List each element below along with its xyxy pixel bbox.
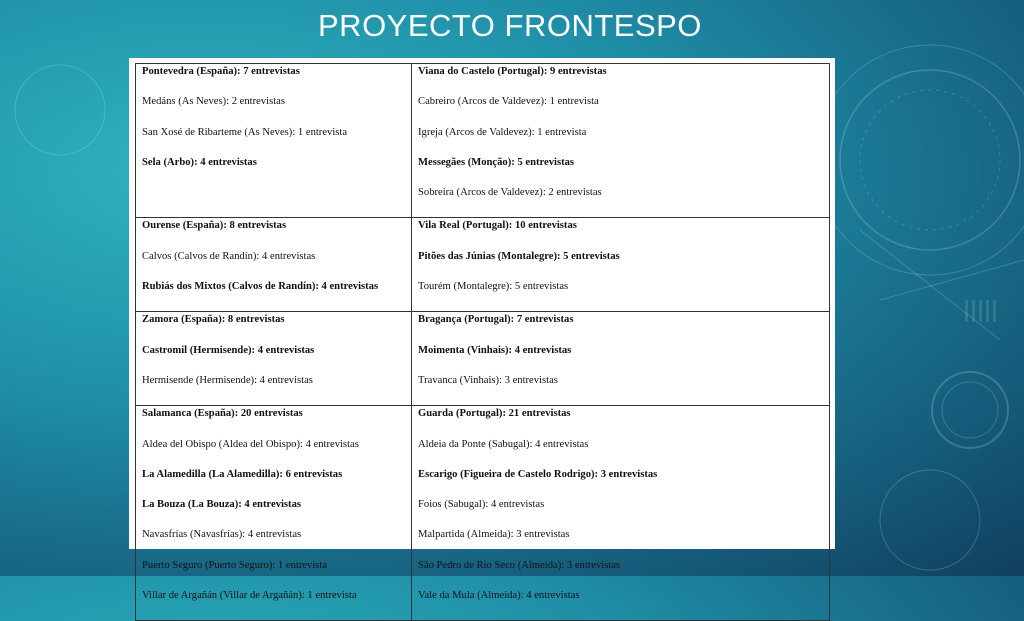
interview-table [135,63,830,621]
locality-entry: Foios (Sabugal): 4 entrevistas [418,499,545,511]
table-cell-right [412,312,830,406]
locality-entry: Sobreira (Arcos de Valdevez): 2 entrevistas [418,187,602,199]
locality-entry: Puerto Seguro (Puerto Seguro): 1 entrevista [142,559,328,571]
page-title: PROYECTO FRONTESPO [318,8,702,43]
region-heading: Messegães (Monção): 5 entrevistas [418,156,575,168]
locality-entry: Igreja (Arcos de Valdevez): 1 entrevista [418,126,587,138]
table-cell-left [136,218,412,312]
region-heading: Sela (Arbo): 4 entrevistas [142,156,257,168]
table-cell-right [412,406,830,621]
locality-entry: Calvos (Calvos de Randín): 4 entrevistas [142,250,316,262]
locality-entry: Medáns (As Neves): 2 entrevistas [142,96,285,108]
table-row [136,218,830,312]
document-image [129,58,835,602]
table-row [136,406,830,621]
region-heading: Viana do Castelo (Portugal): 9 entrevistas [418,66,607,77]
locality-entry: Navasfrías (Navasfrías): 4 entrevistas [142,529,302,541]
locality-entry: Hermisende (Hermisende): 4 entrevistas [142,374,313,386]
locality-entry: Vale da Mula (Almeida): 4 entrevistas [418,590,580,602]
table-cell-right [412,218,830,312]
locality-entry: Tourém (Montalegre): 5 entrevistas [418,281,569,293]
region-heading: Guarda (Portugal): 21 entrevistas [418,408,571,420]
table-cell-left [136,64,412,218]
region-heading: Salamanca (España): 20 entrevistas [142,408,303,420]
locality-entry: Aldeia da Ponte (Sabugal): 4 entrevistas [418,438,589,450]
region-heading: Pitões das Júnias (Montalegre): 5 entrevistas [418,250,620,262]
table-row [136,64,830,218]
locality-entry: São Pedro de Rio Seco (Almeida): 3 entrevistas [418,559,621,571]
region-heading: La Bouza (La Bouza): 4 entrevistas [142,499,301,511]
region-heading: Ourense (España): 8 entrevistas [142,220,287,232]
table-cell-right [412,64,830,218]
region-heading: Pontevedra (España): 7 entrevistas [142,66,300,77]
region-heading: Vila Real (Portugal): 10 entrevistas [418,220,577,232]
region-heading: Escarigo (Figueira de Castelo Rodrigo): 3 entrevistas [418,468,658,480]
locality-entry: Aldea del Obispo (Aldea del Obispo): 4 entrevistas [142,438,359,450]
region-heading: Zamora (España): 8 entrevistas [142,314,285,326]
region-heading: Moimenta (Vinhais): 4 entrevistas [418,344,572,356]
region-heading: Rubiás dos Mixtos (Calvos de Randín): 4 entrevistas [142,281,379,293]
region-heading: La Alamedilla (La Alamedilla): 6 entrevistas [142,468,343,480]
locality-entry: Villar de Argañán (Villar de Argañán): 1 entrevista [142,590,357,602]
locality-entry: Malpartida (Almeida): 3 entrevistas [418,529,570,541]
table-cell-left [136,406,412,621]
locality-entry: Travanca (Vinhais): 3 entrevistas [418,374,558,386]
table-row [136,312,830,406]
locality-entry: San Xosé de Ribarteme (As Neves): 1 entrevista [142,126,348,138]
region-heading: Bragança (Portugal): 7 entrevistas [418,314,574,326]
region-heading: Castromil (Hermisende): 4 entrevistas [142,344,315,356]
locality-entry: Cabreiro (Arcos de Valdevez): 1 entrevista [418,96,599,108]
table-cell-left [136,312,412,406]
